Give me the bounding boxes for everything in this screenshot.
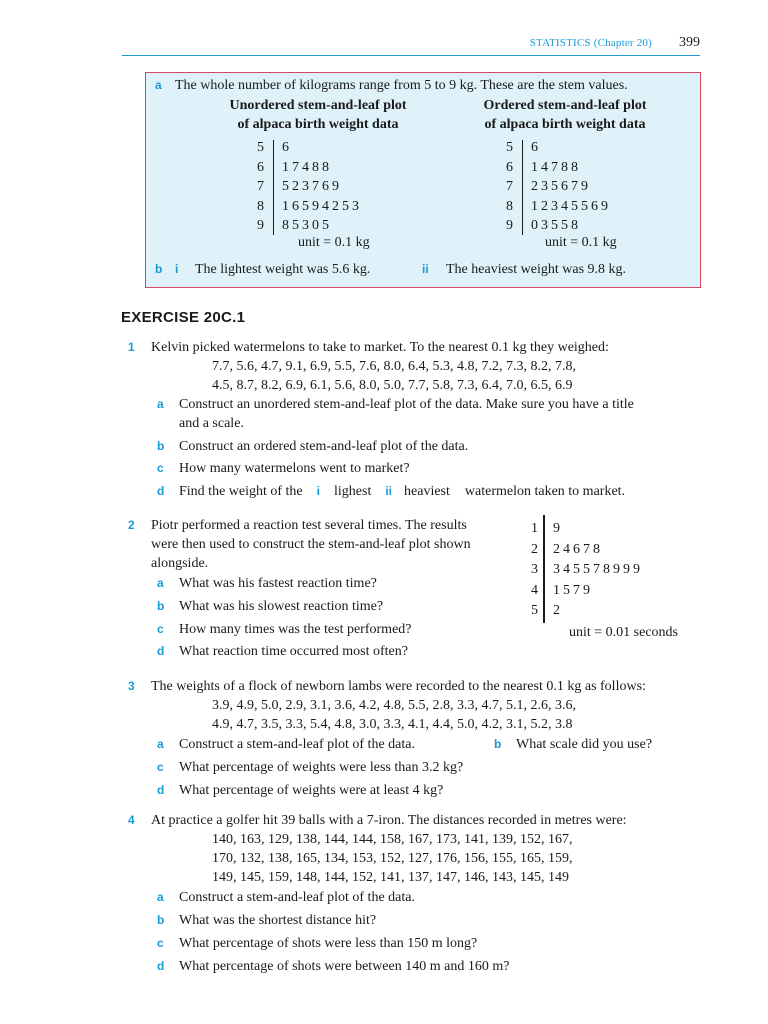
question-4 bbox=[128, 811, 627, 830]
part-label: a bbox=[157, 576, 164, 590]
q2-part-c bbox=[157, 622, 412, 638]
q3-data-line1: 3.9, 4.9, 5.0, 2.9, 3.1, 3.6, 4.2, 4.8, 5.5, 2.8, 3.3, 4.7, 5.1, 2.6, 3.6, bbox=[212, 698, 576, 713]
stem: 8 bbox=[257, 198, 264, 214]
part-label: c bbox=[157, 622, 164, 636]
part-bii-label: ii bbox=[422, 262, 429, 276]
stem: 7 bbox=[506, 179, 513, 194]
part-label: c bbox=[157, 936, 164, 950]
part-bii-text: The heaviest weight was 9.8 kg. bbox=[446, 262, 627, 277]
stem: 2 bbox=[531, 541, 538, 557]
ordered-leaves bbox=[531, 138, 611, 236]
q4-part-a bbox=[157, 890, 415, 906]
part-label: b bbox=[157, 599, 165, 613]
leaf-row: 14788 bbox=[531, 159, 581, 175]
unordered-unit: unit = 0.1 kg bbox=[298, 235, 370, 250]
part-text: What was his fastest reaction time? bbox=[179, 576, 377, 591]
part-label: d bbox=[157, 783, 165, 797]
part-label: a bbox=[157, 890, 164, 904]
part-label: b bbox=[157, 439, 165, 453]
q2-stems bbox=[524, 519, 538, 622]
q3-data-line2: 4.9, 4.7, 3.5, 3.3, 5.4, 4.8, 3.0, 3.3, 4.1, 4.4, 5.0, 4.2, 3.1, 5.2, 3.8 bbox=[212, 717, 573, 732]
part-text: What was the shortest distance hit? bbox=[179, 913, 377, 928]
q1-part-b bbox=[157, 439, 468, 455]
part-bi-text: The lightest weight was 5.6 kg. bbox=[195, 262, 371, 277]
part-text: Construct an ordered stem-and-leaf plot of the data. bbox=[179, 439, 469, 454]
stem: 5 bbox=[257, 140, 264, 155]
part-label: d bbox=[157, 484, 165, 498]
leaf-row: 24678 bbox=[553, 541, 603, 557]
part-text: How many times was the test performed? bbox=[179, 622, 412, 637]
part-label: b bbox=[157, 913, 165, 927]
part-a-label: a bbox=[155, 78, 162, 92]
solution-part-b bbox=[155, 262, 370, 278]
ordered-plot-title-line2: of alpaca birth weight data bbox=[484, 117, 646, 132]
question-3 bbox=[128, 677, 646, 696]
q2-leaves bbox=[553, 519, 643, 622]
leaf-row: 85305 bbox=[282, 218, 332, 233]
stem: 3 bbox=[531, 562, 538, 577]
part-text: How many watermelons went to market? bbox=[179, 461, 410, 476]
part-text: Find the weight of the bbox=[179, 484, 303, 499]
leaf-row: 523769 bbox=[282, 179, 342, 194]
part-b-label: b bbox=[155, 262, 163, 276]
stem: 6 bbox=[506, 159, 513, 175]
ordered-plot-title-line1: Ordered stem-and-leaf plot bbox=[483, 98, 647, 113]
q2-text-line2: were then used to construct the stem-and-leaf plot shown bbox=[151, 537, 471, 552]
ordered-stem-divider bbox=[522, 140, 523, 235]
part-text: What scale did you use? bbox=[516, 737, 653, 752]
leaf-row: 9 bbox=[553, 521, 563, 536]
question-text: The weights of a flock of newborn lambs were recorded to the nearest 0.1 kg as follows: bbox=[151, 679, 646, 694]
stem: 7 bbox=[257, 179, 264, 194]
q4-part-b bbox=[157, 913, 376, 929]
q4-data-line1: 140, 163, 129, 138, 144, 144, 158, 167, 173, 141, 139, 152, 167, bbox=[212, 832, 573, 847]
part-a-text: The whole number of kilograms range from 5 to 9 kg. These are the stem values. bbox=[175, 78, 628, 93]
header-rule bbox=[122, 55, 700, 56]
stem: 5 bbox=[506, 140, 513, 155]
leaf-row: 1579 bbox=[553, 582, 593, 598]
part-label: b bbox=[494, 737, 502, 751]
part-label: d bbox=[157, 959, 165, 973]
part-text: What was his slowest reaction time? bbox=[179, 599, 384, 614]
stem: 8 bbox=[506, 198, 513, 214]
q1-part-c bbox=[157, 461, 410, 477]
unordered-leaves bbox=[282, 138, 362, 236]
part-label: a bbox=[157, 737, 164, 751]
stem: 5 bbox=[531, 603, 538, 618]
part-di-label: i bbox=[316, 484, 320, 498]
part-text: Construct an unordered stem-and-leaf plot of the data. Make sure you have a title bbox=[179, 397, 634, 412]
part-dii-label: ii bbox=[385, 484, 393, 498]
q2-part-b bbox=[157, 599, 383, 615]
leaf-row: 12345569 bbox=[531, 198, 611, 214]
part-text: Construct a stem-and-leaf plot of the data. bbox=[179, 890, 415, 905]
page-number: 399 bbox=[679, 35, 700, 50]
unordered-stem-divider bbox=[273, 140, 274, 235]
unordered-plot-title-line1: Unordered stem-and-leaf plot bbox=[229, 98, 407, 113]
q2-text-line3: alongside. bbox=[151, 556, 209, 571]
stem: 6 bbox=[257, 159, 264, 175]
leaf-row: 03558 bbox=[531, 218, 581, 233]
leaf-row: 345578999 bbox=[553, 562, 643, 577]
question-text: At practice a golfer hit 39 balls with a 7-iron. The distances recorded in metres were: bbox=[151, 813, 627, 828]
question-number: 1 bbox=[128, 340, 135, 354]
part-text: Construct a stem-and-leaf plot of the data. bbox=[179, 737, 415, 752]
part-dii-text: heaviest bbox=[404, 484, 450, 499]
q4-data-line3: 149, 145, 159, 148, 144, 152, 141, 137, 147, 146, 143, 145, 149 bbox=[212, 870, 569, 885]
leaf-row: 16594253 bbox=[282, 198, 362, 214]
chapter-header: STATISTICS (Chapter 20) bbox=[529, 37, 652, 49]
part-label: c bbox=[157, 461, 164, 475]
part-text: What percentage of weights were less than 3.2 kg? bbox=[179, 760, 464, 775]
q1-data-line2: 4.5, 8.7, 8.2, 6.9, 6.1, 5.6, 8.0, 5.0, 7.7, 5.8, 7.3, 6.4, 7.0, 6.5, 6.9 bbox=[212, 378, 573, 393]
part-label: a bbox=[157, 397, 164, 411]
q3-part-c bbox=[157, 760, 463, 776]
solution-part-bii bbox=[422, 262, 626, 278]
unordered-stems bbox=[248, 138, 264, 236]
q3-part-d bbox=[157, 783, 443, 799]
ordered-unit: unit = 0.1 kg bbox=[545, 235, 617, 250]
q4-part-d bbox=[157, 959, 509, 975]
stem: 1 bbox=[531, 521, 538, 536]
question-1 bbox=[128, 338, 609, 357]
leaf-row: 235679 bbox=[531, 179, 591, 194]
q1-part-a bbox=[157, 397, 634, 413]
question-number: 2 bbox=[128, 518, 135, 532]
stem: 4 bbox=[531, 582, 538, 598]
question-number: 3 bbox=[128, 679, 135, 693]
leaf-row: 2 bbox=[553, 603, 563, 618]
q4-data-line2: 170, 132, 138, 165, 134, 153, 152, 127, 176, 156, 155, 165, 159, bbox=[212, 851, 573, 866]
q2-part-d bbox=[157, 644, 408, 660]
q1-part-a-continued: and a scale. bbox=[179, 416, 244, 431]
part-d-end: watermelon taken to market. bbox=[464, 484, 626, 499]
question-2 bbox=[128, 516, 467, 535]
question-text: Kelvin picked watermelons to take to market. To the nearest 0.1 kg they weighed: bbox=[151, 340, 609, 355]
q3-part-b bbox=[494, 737, 652, 753]
part-text: What percentage of weights were at least 4 kg? bbox=[179, 783, 444, 798]
solution-part-a bbox=[155, 78, 628, 94]
stem: 9 bbox=[506, 218, 513, 233]
q2-part-a bbox=[157, 576, 377, 592]
leaf-row: 6 bbox=[531, 140, 541, 155]
leaf-row: 6 bbox=[282, 140, 292, 155]
part-text: What percentage of shots were less than 150 m long? bbox=[179, 936, 478, 951]
part-label: c bbox=[157, 760, 164, 774]
exercise-title: EXERCISE 20C.1 bbox=[121, 309, 246, 326]
leaf-row: 17488 bbox=[282, 159, 332, 175]
stem: 9 bbox=[257, 218, 264, 233]
q1-data-line1: 7.7, 5.6, 4.7, 9.1, 6.9, 5.5, 7.6, 8.0, 6.4, 5.3, 4.8, 7.2, 7.3, 8.2, 7.8, bbox=[212, 359, 576, 374]
q4-part-c bbox=[157, 936, 477, 952]
part-label: d bbox=[157, 644, 165, 658]
ordered-stems bbox=[497, 138, 513, 236]
question-number: 4 bbox=[128, 813, 135, 827]
q3-part-a bbox=[157, 737, 415, 753]
part-text: What reaction time occurred most often? bbox=[179, 644, 408, 659]
q2-unit: unit = 0.01 seconds bbox=[569, 625, 678, 640]
q1-part-d bbox=[157, 484, 625, 500]
q2-stem-divider bbox=[543, 515, 545, 623]
part-text: What percentage of shots were between 140 m and 160 m? bbox=[179, 959, 510, 974]
question-text-line1: Piotr performed a reaction test several times. The results bbox=[151, 518, 467, 533]
unordered-plot-title-line2: of alpaca birth weight data bbox=[237, 117, 399, 132]
part-bi-label: i bbox=[175, 262, 179, 276]
part-di-text: lighest bbox=[334, 484, 372, 499]
